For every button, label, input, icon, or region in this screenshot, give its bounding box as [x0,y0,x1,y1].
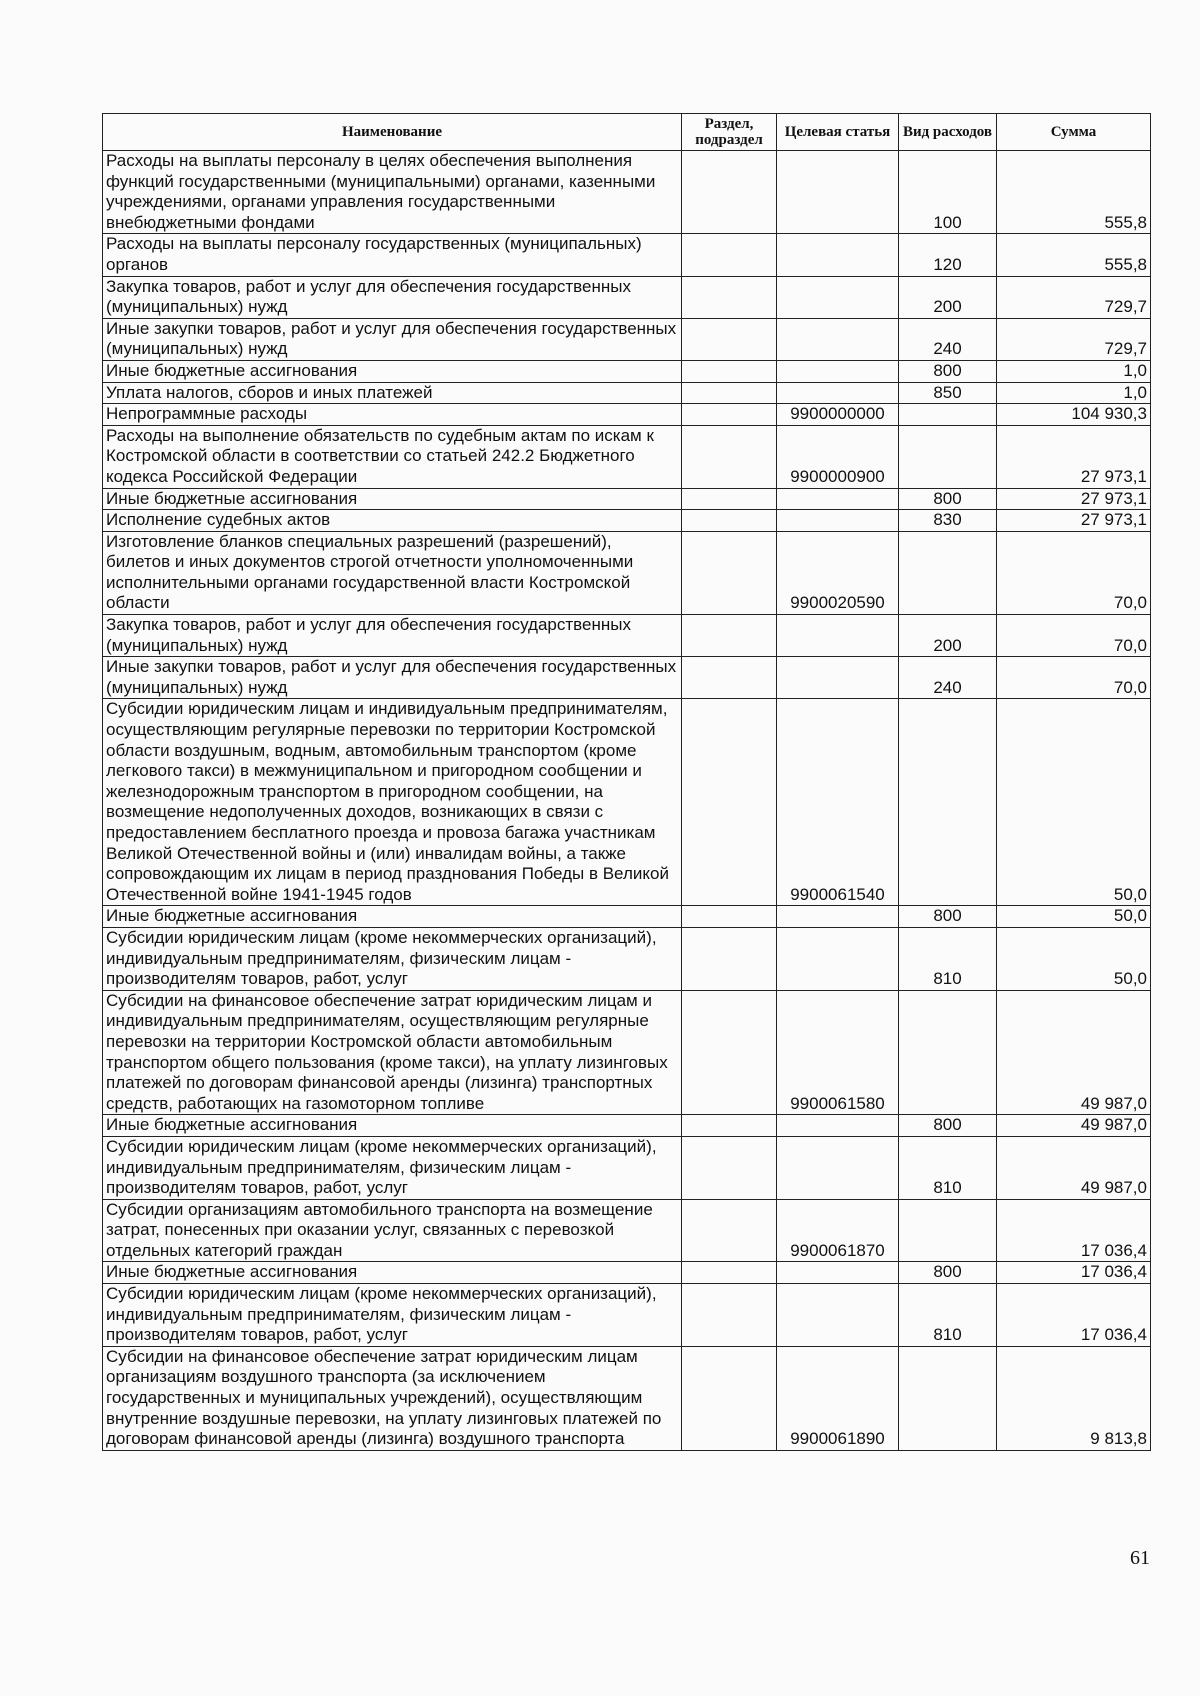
cell-target: 9900000900 [777,425,899,488]
cell-sum: 50,0 [997,927,1151,990]
cell-name: Расходы на выплаты персоналу в целях обеспечения выполнения функций государственными (муниципальными) органами, казенными учреждениями, органами управления государственными внебюджетными фондами [103,151,682,234]
cell-name: Иные закупки товаров, работ и услуг для обеспечения государственных (муниципальных) нужд [103,657,682,699]
cell-target: 9900061870 [777,1199,899,1262]
header-name: Наименование [103,114,682,151]
cell-sum: 27 973,1 [997,425,1151,488]
table-row [103,927,1151,990]
cell-section [682,927,777,990]
cell-sum: 49 987,0 [997,990,1151,1115]
cell-sum: 27 973,1 [997,510,1151,532]
cell-sum: 104 930,3 [997,404,1151,426]
cell-kind: 100 [899,151,997,234]
cell-sum: 17 036,4 [997,1262,1151,1284]
cell-kind [899,990,997,1115]
cell-target [777,927,899,990]
cell-kind: 240 [899,318,997,360]
cell-name: Субсидии юридическим лицам (кроме некоммерческих организаций), индивидуальным предпринимателям, физическим лицам - производителям товаров, работ, услуг [103,1136,682,1199]
cell-name: Иные бюджетные ассигнования [103,906,682,928]
cell-sum: 49 987,0 [997,1136,1151,1199]
cell-section [682,276,777,318]
header-section: Раздел, подраздел [682,114,777,151]
table-body [103,151,1151,1451]
cell-sum: 555,8 [997,234,1151,276]
cell-target [777,657,899,699]
cell-section [682,510,777,532]
table-row [103,404,1151,426]
table-row [103,1115,1151,1137]
cell-name: Субсидии на финансовое обеспечение затрат юридическим лицам и индивидуальным предпринимателям, осуществляющим регулярные перевозки на территории Костромской области автомобильным транспортом общего пользования (кроме такси), на уплату лизинговых платежей по договорам финансовой аренды (лизинга) транспортных средств, работающих на газомоторном топливе [103,990,682,1115]
table-row [103,1136,1151,1199]
table-row [103,488,1151,510]
cell-section [682,488,777,510]
cell-name: Расходы на выполнение обязательств по судебным актам по искам к Костромской области в соответствии со статьей 242.2 Бюджетного кодекса Российской Федерации [103,425,682,488]
cell-sum: 555,8 [997,151,1151,234]
table-row [103,699,1151,906]
cell-section [682,1284,777,1347]
header-sum: Сумма [997,114,1151,151]
cell-section [682,990,777,1115]
cell-name: Субсидии юридическим лицам (кроме некоммерческих организаций), индивидуальным предпринимателям, физическим лицам - производителям товаров, работ, услуг [103,927,682,990]
cell-name: Исполнение судебных актов [103,510,682,532]
cell-kind: 240 [899,657,997,699]
cell-target [777,1262,899,1284]
cell-target: 9900000000 [777,404,899,426]
table-row [103,151,1151,234]
cell-target [777,151,899,234]
cell-kind: 120 [899,234,997,276]
cell-target [777,318,899,360]
cell-kind: 800 [899,1115,997,1137]
cell-kind: 800 [899,906,997,928]
header-kind: Вид расходов [899,114,997,151]
cell-kind: 830 [899,510,997,532]
table-row [103,234,1151,276]
cell-kind: 200 [899,615,997,657]
cell-target [777,510,899,532]
cell-section [682,615,777,657]
cell-sum: 70,0 [997,531,1151,614]
cell-section [682,360,777,382]
cell-section [682,1262,777,1284]
cell-name: Субсидии на финансовое обеспечение затрат юридическим лицам организациям воздушного транспорта (за исключением государственных и муниципальных учреждений), осуществляющим внутренние воздушные перевозки, на уплату лизинговых платежей по договорам финансовой аренды (лизинга) воздушного транспорта [103,1346,682,1450]
cell-target [777,1136,899,1199]
cell-name: Иные бюджетные ассигнования [103,360,682,382]
cell-name: Иные бюджетные ассигнования [103,1115,682,1137]
cell-section [682,1346,777,1450]
cell-sum: 9 813,8 [997,1346,1151,1450]
cell-sum: 17 036,4 [997,1284,1151,1347]
budget-table [102,113,1151,1451]
cell-name: Иные закупки товаров, работ и услуг для обеспечения государственных (муниципальных) нужд [103,318,682,360]
cell-name: Закупка товаров, работ и услуг для обеспечения государственных (муниципальных) нужд [103,276,682,318]
table-row [103,360,1151,382]
table-row [103,1262,1151,1284]
cell-name: Субсидии юридическим лицам и индивидуальным предпринимателям, осуществляющим регулярные перевозки по территории Костромской области воздушным, водным, автомобильным транспортом (кроме легкового такси) в межмуниципальном и пригородном сообщении и железнодорожным транспортом в пригородном сообщении, на возмещение недополученных доходов, возникающих в связи с предоставлением бесплатного проезда и провоза багажа участникам Великой Отечественной войны и (или) инвалидам войны, а также сопровождающим их лицам в период празднования Победы в Великой Отечественной войне 1941-1945 годов [103,699,682,906]
table-row [103,906,1151,928]
page-number: 61 [1130,1547,1150,1569]
table-row [103,318,1151,360]
table-row [103,425,1151,488]
cell-target [777,488,899,510]
cell-sum: 50,0 [997,699,1151,906]
cell-section [682,699,777,906]
cell-target: 9900020590 [777,531,899,614]
cell-sum: 70,0 [997,615,1151,657]
cell-sum: 17 036,4 [997,1199,1151,1262]
cell-section [682,318,777,360]
cell-section [682,1136,777,1199]
cell-kind: 800 [899,1262,997,1284]
table-row [103,1199,1151,1262]
cell-target [777,276,899,318]
cell-kind: 800 [899,360,997,382]
cell-kind: 810 [899,1136,997,1199]
cell-name: Иные бюджетные ассигнования [103,1262,682,1284]
table-row [103,531,1151,614]
cell-target [777,382,899,404]
cell-target: 9900061890 [777,1346,899,1450]
cell-sum: 70,0 [997,657,1151,699]
cell-kind [899,531,997,614]
cell-target [777,360,899,382]
cell-kind [899,404,997,426]
cell-name: Расходы на выплаты персоналу государственных (муниципальных) органов [103,234,682,276]
cell-name: Субсидии организациям автомобильного транспорта на возмещение затрат, понесенных при оказании услуг, связанных с перевозкой отдельных категорий граждан [103,1199,682,1262]
table-row [103,990,1151,1115]
table-header-row [103,114,1151,151]
cell-sum: 1,0 [997,382,1151,404]
table-row [103,1284,1151,1347]
cell-kind [899,425,997,488]
cell-section [682,404,777,426]
table-row [103,1346,1151,1450]
cell-target [777,906,899,928]
cell-target [777,615,899,657]
cell-sum: 729,7 [997,318,1151,360]
cell-target: 9900061580 [777,990,899,1115]
table-row [103,382,1151,404]
cell-sum: 1,0 [997,360,1151,382]
cell-name: Изготовление бланков специальных разрешений (разрешений), билетов и иных документов строгой отчетности уполномоченными исполнительными органами государственной власти Костромской области [103,531,682,614]
cell-section [682,234,777,276]
table-row [103,276,1151,318]
table-row [103,615,1151,657]
cell-name: Непрограммные расходы [103,404,682,426]
cell-kind [899,1346,997,1450]
cell-kind: 800 [899,488,997,510]
cell-sum: 27 973,1 [997,488,1151,510]
cell-kind [899,1199,997,1262]
cell-name: Иные бюджетные ассигнования [103,488,682,510]
cell-kind: 810 [899,1284,997,1347]
cell-section [682,1199,777,1262]
cell-section [682,425,777,488]
table-row [103,510,1151,532]
cell-kind: 200 [899,276,997,318]
cell-sum: 729,7 [997,276,1151,318]
cell-target: 9900061540 [777,699,899,906]
cell-sum: 50,0 [997,906,1151,928]
cell-target [777,1284,899,1347]
cell-target [777,1115,899,1137]
cell-section [682,906,777,928]
cell-sum: 49 987,0 [997,1115,1151,1137]
cell-section [682,657,777,699]
cell-target [777,234,899,276]
cell-kind: 850 [899,382,997,404]
cell-section [682,382,777,404]
cell-kind [899,699,997,906]
cell-name: Уплата налогов, сборов и иных платежей [103,382,682,404]
cell-name: Закупка товаров, работ и услуг для обеспечения государственных (муниципальных) нужд [103,615,682,657]
header-target: Целевая статья [777,114,899,151]
cell-name: Субсидии юридическим лицам (кроме некоммерческих организаций), индивидуальным предпринимателям, физическим лицам - производителям товаров, работ, услуг [103,1284,682,1347]
cell-section [682,151,777,234]
cell-section [682,531,777,614]
table-row [103,657,1151,699]
cell-kind: 810 [899,927,997,990]
cell-section [682,1115,777,1137]
